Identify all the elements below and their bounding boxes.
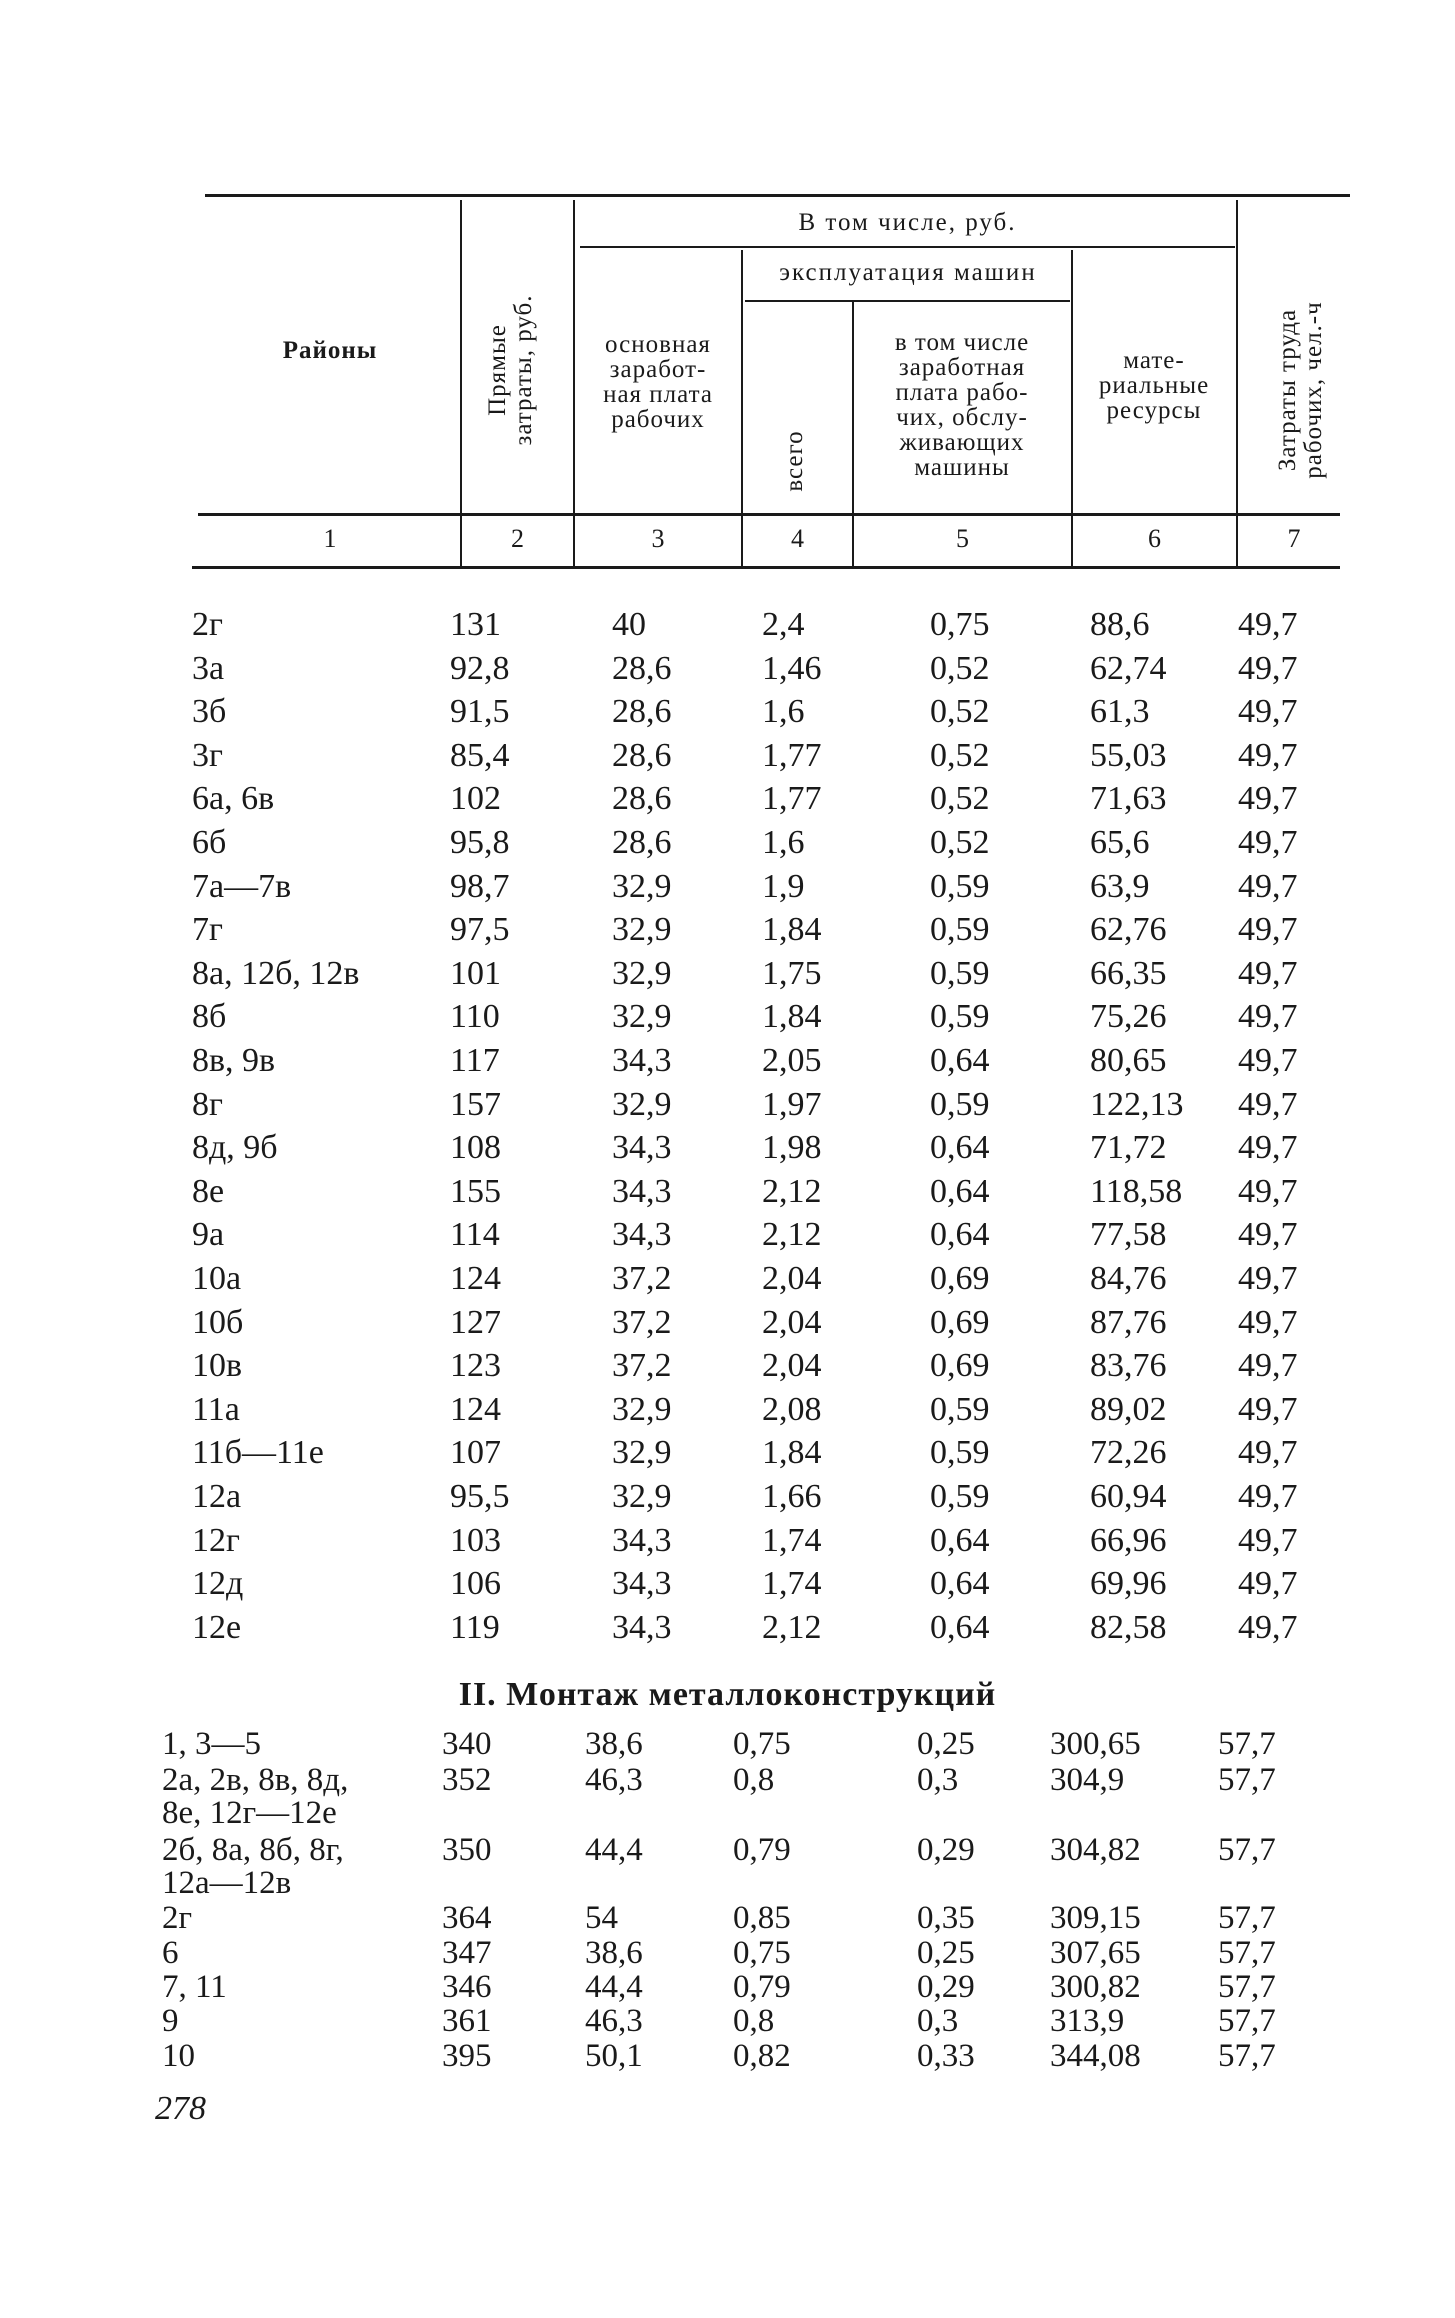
cell-machines-total: 2,04 — [762, 1303, 822, 1341]
cell-region: 8б — [192, 998, 227, 1036]
cell-materials: 55,03 — [1090, 736, 1167, 774]
cell-labor: 49,7 — [1238, 1608, 1298, 1646]
cell-materials: 88,6 — [1090, 606, 1150, 643]
cell-machine-wage: 0,29 — [917, 1832, 975, 1868]
cell-materials: 122,13 — [1090, 1085, 1184, 1123]
cell-machines-total: 1,66 — [762, 1478, 822, 1515]
table-row — [0, 1562, 1455, 1606]
cell-direct-costs: 347 — [442, 1935, 492, 1971]
cell-direct-costs: 97,5 — [450, 911, 510, 949]
header-regions: Районы — [282, 337, 378, 364]
cell-machines-total: 2,04 — [762, 1260, 822, 1297]
cell-machine-wage: 0,64 — [930, 1521, 990, 1559]
cell-machine-wage: 0,59 — [930, 1085, 990, 1123]
cell-labor: 49,7 — [1238, 736, 1298, 774]
cell-materials: 66,35 — [1090, 954, 1167, 992]
cell-materials: 63,9 — [1090, 867, 1150, 905]
cell-machine-wage: 0,64 — [930, 1565, 990, 1603]
group-rule — [580, 246, 1235, 248]
header-materials: мате- риальные ресурсы — [1098, 347, 1210, 424]
cell-direct-costs: 350 — [442, 1832, 492, 1868]
cell-machines-total: 1,9 — [762, 867, 805, 905]
cell-direct-costs: 108 — [450, 1129, 501, 1167]
cell-machines-total: 0,8 — [733, 1762, 775, 1798]
cell-machines-total: 0,79 — [733, 1832, 791, 1868]
cell-machines-total: 1,84 — [762, 911, 822, 949]
header-machine-wage: в том числе заработная плата рабо- чих, обслу- живающих машины — [894, 329, 1030, 481]
cell-region: 12а—12в — [162, 1865, 292, 1901]
colnum-1: 1 — [323, 524, 337, 553]
cell-base-wage: 37,2 — [612, 1260, 672, 1297]
cell-region: 2г — [192, 606, 223, 643]
cell-direct-costs: 157 — [450, 1085, 501, 1123]
cell-machine-wage: 0,59 — [930, 911, 990, 949]
cell-region: 8г — [192, 1085, 223, 1123]
cell-base-wage: 50,1 — [585, 2038, 643, 2074]
table-row — [0, 1126, 1455, 1170]
cell-base-wage: 28,6 — [612, 780, 672, 818]
cell-machines-total: 0,79 — [733, 1969, 791, 2005]
cell-direct-costs: 114 — [450, 1216, 500, 1254]
cell-materials: 300,65 — [1050, 1726, 1141, 1762]
cell-region: 10б — [192, 1303, 244, 1341]
cell-machines-total: 2,12 — [762, 1216, 822, 1254]
cell-machine-wage: 0,64 — [930, 1042, 990, 1079]
table-row — [0, 690, 1455, 734]
cell-materials: 309,15 — [1050, 1900, 1141, 1936]
cell-labor: 49,7 — [1238, 606, 1298, 643]
cell-region: 7г — [192, 911, 223, 949]
cell-direct-costs: 119 — [450, 1608, 500, 1646]
cell-region: 11а — [192, 1390, 240, 1428]
cell-machine-wage: 0,3 — [917, 2003, 959, 2039]
cell-machine-wage: 0,64 — [930, 1172, 990, 1210]
cell-base-wage: 38,6 — [585, 1726, 643, 1762]
cell-materials: 72,26 — [1090, 1434, 1167, 1472]
cell-machines-total: 0,8 — [733, 2003, 775, 2039]
cell-machine-wage: 0,25 — [917, 1935, 975, 1971]
table-row — [0, 777, 1455, 821]
cell-machine-wage: 0,64 — [930, 1216, 990, 1254]
cell-machines-total: 1,74 — [762, 1565, 822, 1603]
cell-base-wage: 44,4 — [585, 1832, 643, 1868]
colnum-7: 7 — [1287, 524, 1301, 553]
cell-region: 3а — [192, 649, 225, 687]
cell-direct-costs: 155 — [450, 1172, 501, 1210]
cell-machines-total: 0,75 — [733, 1935, 791, 1971]
cell-labor: 57,7 — [1218, 1726, 1276, 1762]
cell-materials: 300,82 — [1050, 1969, 1141, 2005]
cell-machines-total: 1,6 — [762, 693, 805, 731]
cell-materials: 77,58 — [1090, 1216, 1167, 1254]
cell-region: 2б, 8а, 8б, 8г, — [162, 1832, 344, 1868]
cell-labor: 57,7 — [1218, 1832, 1276, 1868]
cell-labor: 49,7 — [1238, 911, 1298, 949]
cell-machine-wage: 0,59 — [930, 1478, 990, 1515]
cell-machine-wage: 0,52 — [930, 693, 990, 731]
table-top-rule — [205, 194, 1350, 197]
cell-machines-total: 1,46 — [762, 649, 822, 687]
colnum-5: 5 — [956, 524, 969, 553]
cell-materials: 313,9 — [1050, 2003, 1125, 2039]
table-row — [0, 1388, 1455, 1432]
cell-base-wage: 32,9 — [612, 954, 672, 992]
cell-base-wage: 32,9 — [612, 1478, 672, 1515]
cell-machines-total: 0,75 — [733, 1726, 791, 1762]
cell-labor: 49,7 — [1238, 1434, 1298, 1472]
cell-direct-costs: 98,7 — [450, 867, 510, 905]
cell-region: 9 — [162, 2003, 179, 2039]
cell-base-wage: 28,6 — [612, 649, 672, 687]
cell-labor: 49,7 — [1238, 693, 1298, 731]
cell-direct-costs: 124 — [450, 1390, 501, 1428]
cell-region: 12г — [192, 1521, 240, 1559]
cell-region: 1, 3—5 — [162, 1726, 261, 1762]
cell-labor: 49,7 — [1238, 1085, 1298, 1123]
cell-machine-wage: 0,59 — [930, 867, 990, 905]
table-row — [0, 1257, 1455, 1301]
cell-labor: 57,7 — [1218, 1935, 1276, 1971]
cell-machines-total: 2,05 — [762, 1042, 822, 1079]
cell-machines-total: 2,4 — [762, 606, 805, 643]
cell-direct-costs: 110 — [450, 998, 500, 1036]
table-row — [0, 1606, 1455, 1650]
cell-materials: 65,6 — [1090, 824, 1150, 861]
cell-machine-wage: 0,52 — [930, 649, 990, 687]
header-labor: Затраты труда рабочих, чел.-ч — [1274, 301, 1327, 479]
cell-base-wage: 32,9 — [612, 998, 672, 1036]
subgroup-rule — [745, 300, 1070, 302]
table-row — [0, 603, 1455, 647]
table-row — [0, 1170, 1455, 1214]
cell-direct-costs: 107 — [450, 1434, 501, 1472]
cell-materials: 62,74 — [1090, 649, 1167, 687]
cell-materials: 75,26 — [1090, 998, 1167, 1036]
cell-region: 7, 11 — [162, 1969, 227, 2005]
cell-region: 2г — [162, 1900, 193, 1936]
table-row — [0, 1344, 1455, 1388]
cell-labor: 49,7 — [1238, 1521, 1298, 1559]
cell-materials: 82,58 — [1090, 1608, 1167, 1646]
cell-base-wage: 34,3 — [612, 1521, 672, 1559]
cell-direct-costs: 95,8 — [450, 824, 510, 861]
cell-machines-total: 1,77 — [762, 780, 822, 818]
cell-direct-costs: 352 — [442, 1762, 492, 1798]
table-row — [0, 865, 1455, 909]
cell-base-wage: 32,9 — [612, 867, 672, 905]
cell-direct-costs: 127 — [450, 1303, 501, 1341]
cell-machine-wage: 0,25 — [917, 1726, 975, 1762]
cell-machine-wage: 0,59 — [930, 954, 990, 992]
cell-region: 12д — [192, 1565, 244, 1603]
cell-base-wage: 54 — [585, 1900, 618, 1936]
cell-base-wage: 46,3 — [585, 1762, 643, 1798]
cell-region: 8в, 9в — [192, 1042, 276, 1079]
cell-labor: 49,7 — [1238, 1390, 1298, 1428]
cell-machine-wage: 0,3 — [917, 1762, 959, 1798]
cell-base-wage: 32,9 — [612, 911, 672, 949]
cell-machine-wage: 0,33 — [917, 2038, 975, 2074]
cell-machine-wage: 0,69 — [930, 1260, 990, 1297]
cell-labor: 49,7 — [1238, 954, 1298, 992]
cell-region: 3б — [192, 693, 227, 731]
cell-materials: 62,76 — [1090, 911, 1167, 949]
table-row — [0, 952, 1455, 996]
cell-machines-total: 2,04 — [762, 1347, 822, 1385]
cell-base-wage: 46,3 — [585, 2003, 643, 2039]
cell-region: 10а — [192, 1260, 242, 1297]
header-total: всего — [781, 430, 808, 492]
colnum-2: 2 — [511, 524, 524, 553]
cell-direct-costs: 364 — [442, 1900, 492, 1936]
table-row — [0, 1213, 1455, 1257]
cell-labor: 57,7 — [1218, 2003, 1276, 2039]
table-row — [0, 1519, 1455, 1563]
cell-base-wage: 34,3 — [612, 1042, 672, 1079]
cell-direct-costs: 123 — [450, 1347, 501, 1385]
cell-machine-wage: 0,69 — [930, 1347, 990, 1385]
cell-direct-costs: 340 — [442, 1726, 492, 1762]
cell-machines-total: 1,74 — [762, 1521, 822, 1559]
cell-materials: 60,94 — [1090, 1478, 1167, 1515]
cell-labor: 49,7 — [1238, 824, 1298, 861]
cell-base-wage: 34,3 — [612, 1172, 672, 1210]
cell-region: 8а, 12б, 12в — [192, 954, 360, 992]
page-number: 278 — [155, 2090, 206, 2127]
cell-region: 6а, 6в — [192, 780, 275, 818]
cell-region: 10в — [192, 1347, 243, 1385]
cell-base-wage: 32,9 — [612, 1390, 672, 1428]
cell-direct-costs: 95,5 — [450, 1478, 510, 1515]
cell-materials: 66,96 — [1090, 1521, 1167, 1559]
cell-labor: 49,7 — [1238, 1260, 1298, 1297]
cell-base-wage: 37,2 — [612, 1303, 672, 1341]
cell-labor: 49,7 — [1238, 1129, 1298, 1167]
table-row — [0, 1431, 1455, 1475]
cell-machines-total: 1,84 — [762, 998, 822, 1036]
cell-region: 6 — [162, 1935, 179, 1971]
cell-machine-wage: 0,64 — [930, 1129, 990, 1167]
cell-base-wage: 28,6 — [612, 736, 672, 774]
cell-direct-costs: 395 — [442, 2038, 492, 2074]
cell-base-wage: 40 — [612, 606, 646, 643]
cell-machine-wage: 0,75 — [930, 606, 990, 643]
table-row — [0, 1083, 1455, 1127]
cell-labor: 49,7 — [1238, 1565, 1298, 1603]
table-row — [0, 821, 1455, 865]
cell-direct-costs: 106 — [450, 1565, 501, 1603]
table-row — [0, 647, 1455, 691]
cell-region: 10 — [162, 2038, 195, 2074]
header-direct-costs: Прямые затраты, руб. — [484, 294, 537, 446]
cell-region: 8е — [192, 1172, 225, 1210]
vrule-1 — [460, 200, 462, 566]
cell-region: 7а—7в — [192, 867, 292, 905]
cell-base-wage: 32,9 — [612, 1434, 672, 1472]
cell-machine-wage: 0,52 — [930, 824, 990, 861]
cell-labor: 49,7 — [1238, 998, 1298, 1036]
cell-machines-total: 1,98 — [762, 1129, 822, 1167]
cell-materials: 304,82 — [1050, 1832, 1141, 1868]
cell-machine-wage: 0,29 — [917, 1969, 975, 2005]
cell-materials: 84,76 — [1090, 1260, 1167, 1297]
cell-machines-total: 0,85 — [733, 1900, 791, 1936]
table-row — [0, 734, 1455, 778]
colnum-4: 4 — [791, 524, 804, 553]
vrule-3 — [741, 250, 743, 566]
cell-materials: 89,02 — [1090, 1390, 1167, 1428]
cell-materials: 83,76 — [1090, 1347, 1167, 1385]
cell-materials: 71,63 — [1090, 780, 1167, 818]
cell-materials: 69,96 — [1090, 1565, 1167, 1603]
cell-materials: 344,08 — [1050, 2038, 1141, 2074]
cell-labor: 57,7 — [1218, 1900, 1276, 1936]
table-row — [0, 1039, 1455, 1083]
cell-region: 12а — [192, 1478, 242, 1515]
cell-labor: 49,7 — [1238, 1216, 1298, 1254]
cell-machine-wage: 0,59 — [930, 998, 990, 1036]
cell-direct-costs: 346 — [442, 1969, 492, 2005]
cell-base-wage: 32,9 — [612, 1085, 672, 1123]
cell-direct-costs: 101 — [450, 954, 501, 992]
cell-region: 2а, 2в, 8в, 8д, — [162, 1762, 349, 1798]
section-title: II. Монтаж металлоконструкций — [458, 1676, 997, 1713]
cell-machine-wage: 0,59 — [930, 1390, 990, 1428]
table-row — [0, 908, 1455, 952]
cell-labor: 49,7 — [1238, 867, 1298, 905]
cell-labor: 49,7 — [1238, 649, 1298, 687]
cell-labor: 49,7 — [1238, 1172, 1298, 1210]
cell-machine-wage: 0,35 — [917, 1900, 975, 1936]
cell-machines-total: 1,77 — [762, 736, 822, 774]
cell-machine-wage: 0,52 — [930, 736, 990, 774]
cell-region: 8е, 12г—12е — [162, 1795, 337, 1831]
cell-machines-total: 2,08 — [762, 1390, 822, 1428]
cell-direct-costs: 124 — [450, 1260, 501, 1297]
colnum-6: 6 — [1148, 524, 1161, 553]
cell-labor: 57,7 — [1218, 1762, 1276, 1798]
cell-labor: 49,7 — [1238, 780, 1298, 818]
header-group-including: В том числе, руб. — [798, 209, 1017, 236]
colnum-3: 3 — [651, 524, 665, 553]
table-row — [0, 995, 1455, 1039]
cell-region: 6б — [192, 824, 227, 861]
cell-materials: 87,76 — [1090, 1303, 1167, 1341]
cell-materials: 307,65 — [1050, 1935, 1141, 1971]
cell-region: 3г — [192, 736, 223, 774]
cell-region: 9а — [192, 1216, 225, 1254]
cell-labor: 57,7 — [1218, 2038, 1276, 2074]
cell-materials: 61,3 — [1090, 693, 1150, 731]
cell-labor: 49,7 — [1238, 1347, 1298, 1385]
cell-direct-costs: 131 — [450, 606, 501, 643]
cell-machines-total: 1,75 — [762, 954, 822, 992]
cell-labor: 49,7 — [1238, 1042, 1298, 1079]
cell-machines-total: 2,12 — [762, 1172, 822, 1210]
cell-base-wage: 34,3 — [612, 1129, 672, 1167]
cell-materials: 80,65 — [1090, 1042, 1167, 1079]
cell-machines-total: 2,12 — [762, 1608, 822, 1646]
cell-direct-costs: 85,4 — [450, 736, 510, 774]
cell-machine-wage: 0,64 — [930, 1608, 990, 1646]
cell-direct-costs: 102 — [450, 780, 501, 818]
header-base-wage: основная заработ- ная плата рабочих — [603, 331, 713, 433]
cell-machines-total: 1,97 — [762, 1085, 822, 1123]
cell-region: 12е — [192, 1608, 242, 1646]
vrule-6 — [1236, 200, 1238, 566]
cell-materials: 71,72 — [1090, 1129, 1167, 1167]
cell-machine-wage: 0,52 — [930, 780, 990, 818]
cell-labor: 49,7 — [1238, 1478, 1298, 1515]
cell-machines-total: 1,84 — [762, 1434, 822, 1472]
cell-base-wage: 34,3 — [612, 1216, 672, 1254]
cell-direct-costs: 117 — [450, 1042, 500, 1079]
cell-direct-costs: 92,8 — [450, 649, 510, 687]
cell-machine-wage: 0,69 — [930, 1303, 990, 1341]
numbers-bottom-rule — [192, 566, 1340, 569]
cell-machine-wage: 0,59 — [930, 1434, 990, 1472]
cell-base-wage: 28,6 — [612, 693, 672, 731]
cell-base-wage: 37,2 — [612, 1347, 672, 1385]
cell-base-wage: 34,3 — [612, 1608, 672, 1646]
header-bottom-rule — [198, 513, 1340, 516]
cell-machines-total: 0,82 — [733, 2038, 791, 2074]
cell-region: 8д, 9б — [192, 1129, 278, 1167]
cell-base-wage: 38,6 — [585, 1935, 643, 1971]
cell-materials: 304,9 — [1050, 1762, 1125, 1798]
cell-direct-costs: 361 — [442, 2003, 492, 2039]
cell-direct-costs: 91,5 — [450, 693, 510, 731]
cell-base-wage: 28,6 — [612, 824, 672, 861]
cell-labor: 49,7 — [1238, 1303, 1298, 1341]
cell-base-wage: 34,3 — [612, 1565, 672, 1603]
cell-region: 11б—11е — [192, 1434, 324, 1472]
cell-labor: 57,7 — [1218, 1969, 1276, 2005]
cell-materials: 118,58 — [1090, 1172, 1183, 1210]
cell-base-wage: 44,4 — [585, 1969, 643, 2005]
cell-direct-costs: 103 — [450, 1521, 501, 1559]
header-subgroup-machines: эксплуатация машин — [779, 259, 1037, 286]
table-row — [0, 1475, 1455, 1519]
cell-machines-total: 1,6 — [762, 824, 805, 861]
table-row — [0, 1301, 1455, 1345]
